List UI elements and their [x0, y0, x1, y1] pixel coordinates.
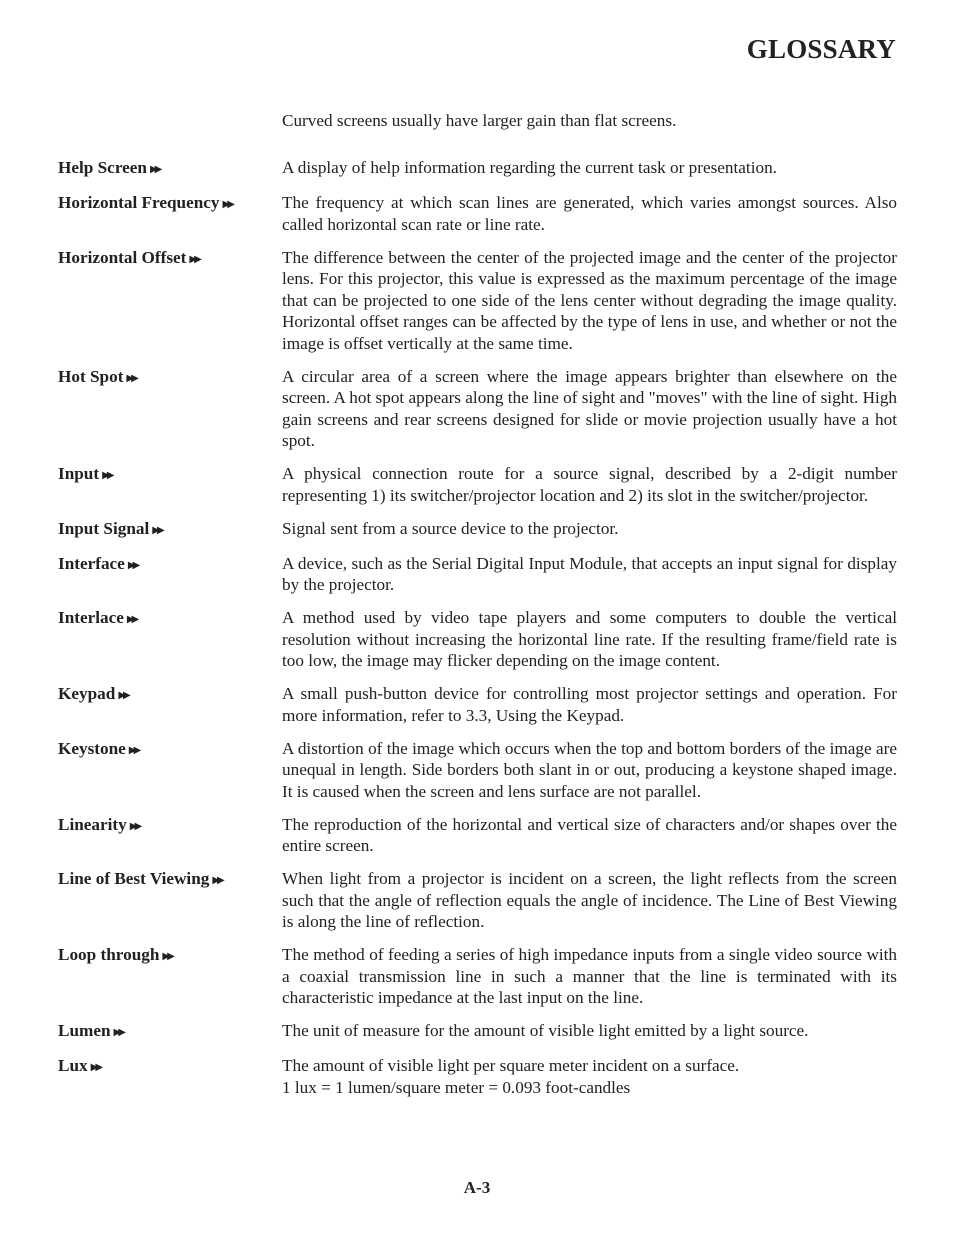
term-label: Linearity: [58, 814, 127, 834]
term-label: Keystone: [58, 738, 126, 758]
glossary-entry-help-screen: [58, 157, 897, 181]
term-label: Keypad: [58, 684, 116, 703]
double-arrow-icon: ▶▶: [129, 820, 140, 832]
glossary-term: [58, 157, 282, 181]
glossary-entry-interface: [58, 553, 897, 596]
term-label: Interface: [58, 553, 125, 573]
glossary-entries: [58, 157, 897, 1110]
double-arrow-icon: ▶▶: [149, 164, 160, 175]
glossary-term: [58, 738, 282, 803]
glossary-entry-interlace: [58, 607, 897, 672]
glossary-term: [58, 1020, 282, 1044]
glossary-entry-loop-through: [58, 944, 897, 1009]
double-arrow-icon: ▶▶: [127, 559, 138, 571]
glossary-term: [58, 463, 282, 506]
glossary-definition: A method used by video tape players and some computers to double the vertical resolution without increasing the horizontal line rate. If the resulting frame/field rate is too low, the image may flicker depending on the image content.: [282, 608, 897, 670]
glossary-term: [58, 247, 282, 355]
double-arrow-icon: ▶▶: [113, 1027, 123, 1038]
double-arrow-icon: ▶▶: [126, 372, 136, 384]
term-label: Hot Spot: [58, 366, 124, 386]
glossary-term: [58, 553, 282, 596]
glossary-entry-lumen: [58, 1020, 897, 1044]
double-arrow-icon: ▶▶: [162, 951, 172, 962]
glossary-definition: A device, such as the Serial Digital Input Module, that accepts an input signal for display by the projector.: [282, 553, 897, 594]
glossary-term: [58, 814, 282, 857]
term-label: Interlace: [58, 608, 124, 627]
glossary-definition: A display of help information regarding the current task or presentation.: [282, 158, 777, 177]
term-label: Horizontal Offset: [58, 247, 187, 267]
glossary-definition: A distortion of the image which occurs when the top and bottom borders of the image are unequal in length. Side borders both slant in or out, producing a keystone shaped image. It is caused when the screen and lens surface are not parallel.: [282, 738, 897, 801]
glossary-definition: [282, 1055, 897, 1098]
term-label: Input Signal: [58, 518, 150, 538]
double-arrow-icon: ▶▶: [90, 1062, 101, 1073]
intro-paragraph: Curved screens usually have larger gain than flat screens.: [282, 111, 677, 130]
definition-formula-line: 1 lux = 1 lumen/square meter = 0.093 foot-candles: [282, 1077, 631, 1097]
term-label: Lumen: [58, 1021, 111, 1040]
glossary-term: [58, 683, 282, 726]
glossary-term: [58, 366, 282, 452]
glossary-entry-horizontal-offset: [58, 247, 897, 355]
term-label: Loop through: [58, 945, 160, 964]
glossary-entry-linearity: [58, 814, 897, 857]
glossary-definition: A small push-button device for controlling most projector settings and operation. For more information, refer to 3.3, Using the Keypad.: [282, 684, 897, 725]
glossary-term: [58, 1055, 282, 1098]
term-label: Lux: [58, 1056, 88, 1075]
double-arrow-icon: ▶▶: [222, 199, 232, 210]
term-label: Horizontal Frequency: [58, 193, 220, 212]
double-arrow-icon: ▶▶: [128, 744, 139, 756]
glossary-definition: The unit of measure for the amount of visible light emitted by a light source.: [282, 1021, 809, 1040]
glossary-entry-input-signal: [58, 518, 897, 542]
glossary-definition: A physical connection route for a source signal, described by a 2-digit number representing 1) its switcher/projector location and 2) its slot in the switcher/projector.: [282, 464, 897, 505]
glossary-term: [58, 607, 282, 672]
double-arrow-icon: ▶▶: [126, 614, 137, 625]
glossary-term: [58, 518, 282, 542]
glossary-entry-lux: [58, 1055, 897, 1098]
glossary-entry-keypad: [58, 683, 897, 726]
glossary-definition: The difference between the center of the projected image and the center of the projector lens. For this projector, this value is expressed as the maximum percentage of the image that can be projected to one side of the lens center without degrading the image quality. Horizontal offset ranges can be affected by the type of lens in use, and whether or not the image is offset vertically at the same time.: [282, 247, 897, 353]
glossary-entry-keystone: [58, 738, 897, 803]
definition-line: The amount of visible light per square meter incident on a surface.: [282, 1056, 740, 1075]
glossary-entry-input: [58, 463, 897, 506]
double-arrow-icon: ▶▶: [102, 470, 112, 481]
glossary-term: [58, 868, 282, 933]
glossary-definition: Signal sent from a source device to the projector.: [282, 518, 619, 538]
glossary-term: [58, 192, 282, 235]
double-arrow-icon: ▶▶: [152, 524, 162, 536]
glossary-definition: When light from a projector is incident on a screen, the light reflects from the screen such that the angle of reflection equals the angle of incidence. The Line of Best Viewing is along the line of reflection.: [282, 869, 897, 931]
glossary-entry-horizontal-frequency: [58, 192, 897, 235]
term-label: Line of Best Viewing: [58, 869, 210, 888]
double-arrow-icon: ▶▶: [212, 875, 222, 886]
double-arrow-icon: ▶▶: [189, 253, 199, 265]
glossary-definition: The frequency at which scan lines are generated, which varies amongst sources. Also called horizontal scan rate or line rate.: [282, 193, 897, 234]
glossary-definition: The reproduction of the horizontal and vertical size of characters and/or shapes over the entire screen.: [282, 814, 897, 855]
double-arrow-icon: ▶▶: [118, 690, 128, 701]
glossary-term: [58, 944, 282, 1009]
page-number: A-3: [463, 1178, 491, 1197]
term-label: Input: [58, 464, 100, 483]
glossary-definition: The method of feeding a series of high impedance inputs from a single video source with a coaxial transmission line in such a manner that the line is terminated with its characteristic impedance at the last input on the line.: [282, 945, 897, 1007]
glossary-definition: A circular area of a screen where the image appears brighter than elsewhere on the screen. A hot spot appears along the line of sight and "moves" with the line of sight. High gain screens and rear screens designed for slide or movie projection usually have a hot spot.: [282, 366, 898, 450]
glossary-entry-line-of-best-viewing: [58, 868, 897, 933]
term-label: Help Screen: [58, 158, 147, 177]
page-title: GLOSSARY: [746, 34, 896, 64]
glossary-entry-hot-spot: [58, 366, 897, 452]
